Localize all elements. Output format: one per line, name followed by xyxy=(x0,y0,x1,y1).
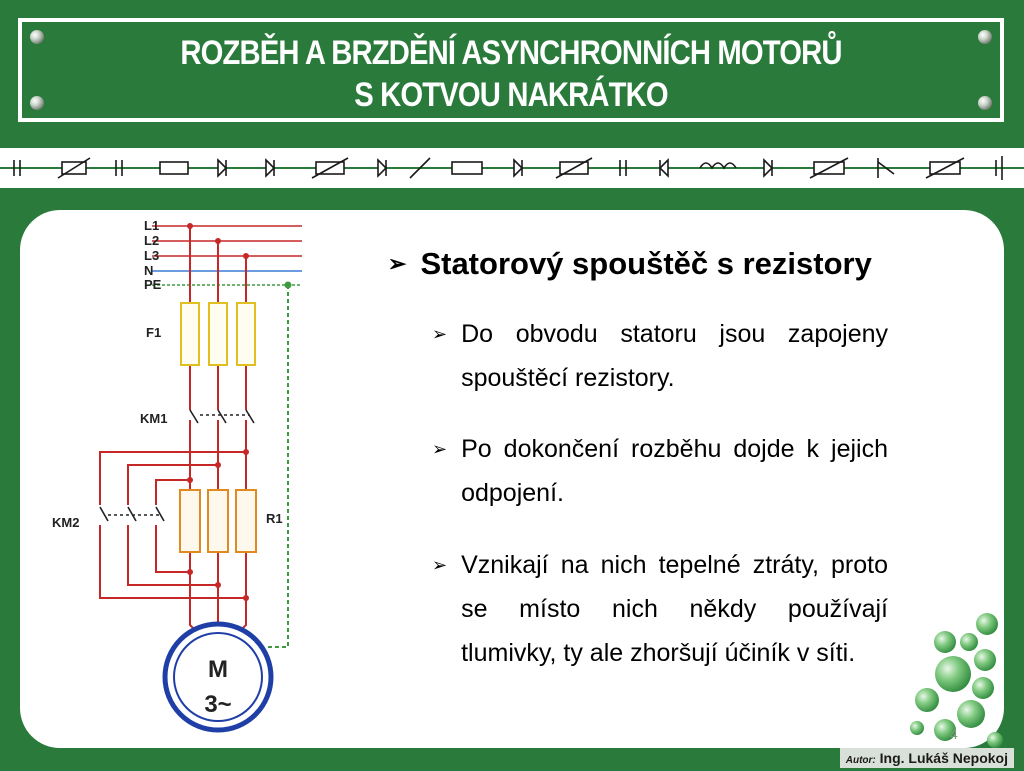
rivet-icon xyxy=(30,30,44,44)
bullet-item xyxy=(432,543,888,675)
rivet-icon xyxy=(30,96,44,110)
decorative-bubbles-icon xyxy=(905,608,1015,748)
rivet-icon xyxy=(978,96,992,110)
rivet-icon xyxy=(978,30,992,44)
author-name: Ing. Lukáš Nepokoj xyxy=(879,750,1008,766)
label-f1: F1 xyxy=(146,325,162,340)
title-line-2: S KOTVOU NAKRÁTKO xyxy=(354,76,668,114)
slide-title xyxy=(90,32,931,116)
electrical-symbols-icon xyxy=(0,148,1024,188)
author-label: Autor: xyxy=(845,755,876,766)
bullet-text: Do obvodu statoru jsou zapojeny spouštěcí rezistory. xyxy=(461,320,888,392)
arrow-bullet-icon: ➢ xyxy=(432,439,448,459)
circuit-diagram xyxy=(40,215,350,745)
label-l2: L2 xyxy=(144,233,160,248)
motor-phase-label: 3~ xyxy=(204,691,232,718)
electrical-symbols-strip xyxy=(0,148,1024,188)
label-n: N xyxy=(144,263,154,278)
label-l3: L3 xyxy=(144,248,160,263)
bullet-item xyxy=(432,427,888,515)
main-heading: Statorový spouštěč s rezistory xyxy=(420,246,872,281)
author-footer xyxy=(840,748,1014,768)
arrow-bullet-icon: ➢ xyxy=(432,555,448,575)
label-km2: KM2 xyxy=(52,515,80,530)
label-l1: L1 xyxy=(144,218,160,233)
arrow-bullet-icon: ➢ xyxy=(432,324,448,344)
bullet-item xyxy=(432,312,888,400)
label-r1: R1 xyxy=(266,511,283,526)
bullet-text: Vznikají na nich tepelné ztráty, proto se místo nich někdy používají tlumivky, ty ale zhoršují účiník v síti. xyxy=(461,551,888,667)
title-line-1: ROZBĚH A BRZDĚNÍ ASYNCHRONNÍCH MOTORŮ xyxy=(180,34,842,72)
motor-label: M xyxy=(208,656,228,683)
main-bullet xyxy=(388,246,988,282)
label-pe: PE xyxy=(144,277,162,292)
label-km1: KM1 xyxy=(140,411,168,426)
page-number: 4 xyxy=(950,726,958,742)
bullet-text: Po dokončení rozběhu dojde k jejich odpojení. xyxy=(461,435,888,507)
arrow-bullet-icon: ➢ xyxy=(388,251,407,276)
title-frame xyxy=(18,18,1004,122)
